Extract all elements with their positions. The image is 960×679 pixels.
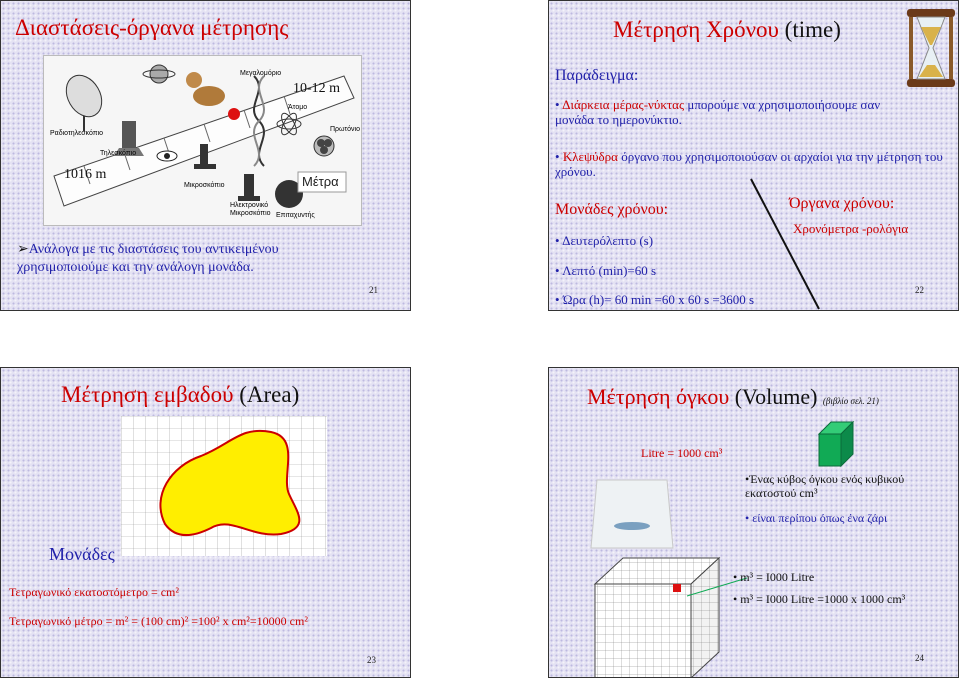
scale-small-label: 10-12 m	[293, 81, 341, 96]
title-main: Μέτρηση εμβαδού	[61, 382, 234, 407]
page-number: 24	[915, 653, 924, 663]
unit-minute	[555, 263, 656, 278]
unit-text: Λεπτό (min)=60 s	[562, 263, 657, 278]
bullet-icon: •	[733, 592, 738, 606]
slide-23	[0, 367, 411, 678]
instruments-title: Όργανα χρόνου:	[789, 195, 895, 212]
electron-microscope-label: Ηλεκτρονικό Μικροσκόπιο	[230, 202, 271, 217]
units-title: Μονάδες χρόνου:	[555, 201, 669, 218]
slide-title: Διαστάσεις-όργανα μέτρησης	[15, 15, 289, 40]
title-paren: (Area)	[239, 382, 300, 407]
unit-line-cm2: Τετραγωνικό εκατοστόμετρο = cm²	[9, 585, 179, 599]
cube-description-text: Ένας κύβος όγκου ενός κυβικού εκατοστού cm³	[745, 472, 905, 500]
litre-text: Litre = 1000 cm³	[641, 446, 723, 460]
cubic-meter-line-2	[733, 592, 905, 607]
bullet-icon: •	[555, 149, 560, 164]
accelerator-label: Επιταχυντής	[276, 212, 315, 219]
proton-label: Πρωτόνιο	[330, 126, 361, 133]
beaker-image	[577, 474, 687, 554]
area-grid-figure	[121, 416, 327, 556]
slide-21	[0, 0, 411, 311]
unit-line-m2: Τετραγωνικό μέτρο = m² = (100 cm)² =100² x cm²=10000 cm²	[9, 614, 308, 628]
unit-text: Ώρα (h)= 60 min =60 x 60 s =3600 s	[562, 292, 755, 307]
cubic-meter-text: m³ = I000 Litre	[740, 570, 815, 584]
bullet-icon: •	[555, 292, 560, 307]
microscope-label: Μικροσκόπιο	[184, 182, 225, 189]
bullet-hourglass	[555, 149, 950, 179]
bullet-icon: •	[745, 511, 750, 525]
unit-second	[555, 233, 653, 248]
bullet-red-text: Διάρκεια μέρας-νύκτας	[562, 97, 685, 112]
slide-title	[587, 384, 879, 410]
slide-title	[613, 17, 841, 43]
bullet-red-text: Κλεψύδρα	[562, 149, 618, 164]
bullet-icon: •	[555, 233, 560, 248]
radio-telescope-label: Ραδιοτηλεσκόπιο	[50, 130, 104, 137]
body-text-content: Ανάλογα με τις διαστάσεις του αντικειμένου χρησιμοποιούμε και την ανάλογη μονάδα.	[17, 242, 279, 275]
telescope-label: Τηλεσκόπιο	[100, 150, 137, 157]
instruments-subtitle: Χρονόμετρα -ρολόγια	[793, 221, 909, 236]
bullet-icon: •	[555, 263, 560, 278]
title-paren: (time)	[784, 17, 841, 42]
cubic-meter-text: m³ = I000 Litre =1000 x 1000 cm³	[740, 592, 906, 606]
hourglass-icon	[905, 7, 957, 89]
page-number: 21	[369, 285, 378, 295]
bullet-icon: •	[733, 570, 738, 584]
meter-label: Μέτρα	[302, 174, 339, 189]
dice-text-content: είναι περίπου όπως ένα ζάρι	[752, 511, 888, 525]
dice-text	[745, 511, 887, 526]
bullet-day-night	[555, 97, 900, 127]
slide-title	[61, 382, 299, 408]
bullet-text: μπορούμε να χρησιμοποιήσουμε σαν μονάδα το ημερονύκτιο.	[555, 97, 881, 127]
title-note: (βιβλίο σελ. 21)	[822, 396, 879, 406]
cube-description	[745, 472, 955, 500]
body-text	[17, 241, 357, 277]
slide-22	[548, 0, 959, 311]
slide-24	[548, 367, 959, 678]
unit-hour	[555, 292, 754, 307]
cubic-meter-line-1	[733, 570, 814, 585]
unit-text: Δευτερόλεπτο (s)	[562, 233, 654, 248]
bullet-text: όργανο που χρησιμοποιούσαν οι αρχαίοι για την μέτρηση του χρόνου.	[555, 149, 943, 179]
bullet-icon: •	[745, 472, 750, 486]
example-label: Παράδειγμα:	[555, 67, 639, 84]
green-cube-icon	[813, 420, 855, 468]
bullet-icon: •	[555, 97, 560, 112]
arrow-bullet-icon: ➢	[17, 242, 29, 257]
molecule-label: Μεγαλομόριο	[240, 70, 282, 77]
atom-label: Άτομο	[288, 104, 308, 111]
title-main: Μέτρηση όγκου	[587, 384, 730, 409]
units-label: Μονάδες	[49, 544, 115, 564]
title-main: Μέτρηση Χρόνου	[613, 17, 779, 42]
title-paren: (Volume)	[734, 384, 818, 409]
page-number: 23	[367, 655, 376, 665]
grid-cube-figure	[589, 554, 729, 678]
page-number: 22	[915, 285, 924, 295]
scale-large-label: 1016 m	[64, 167, 107, 182]
